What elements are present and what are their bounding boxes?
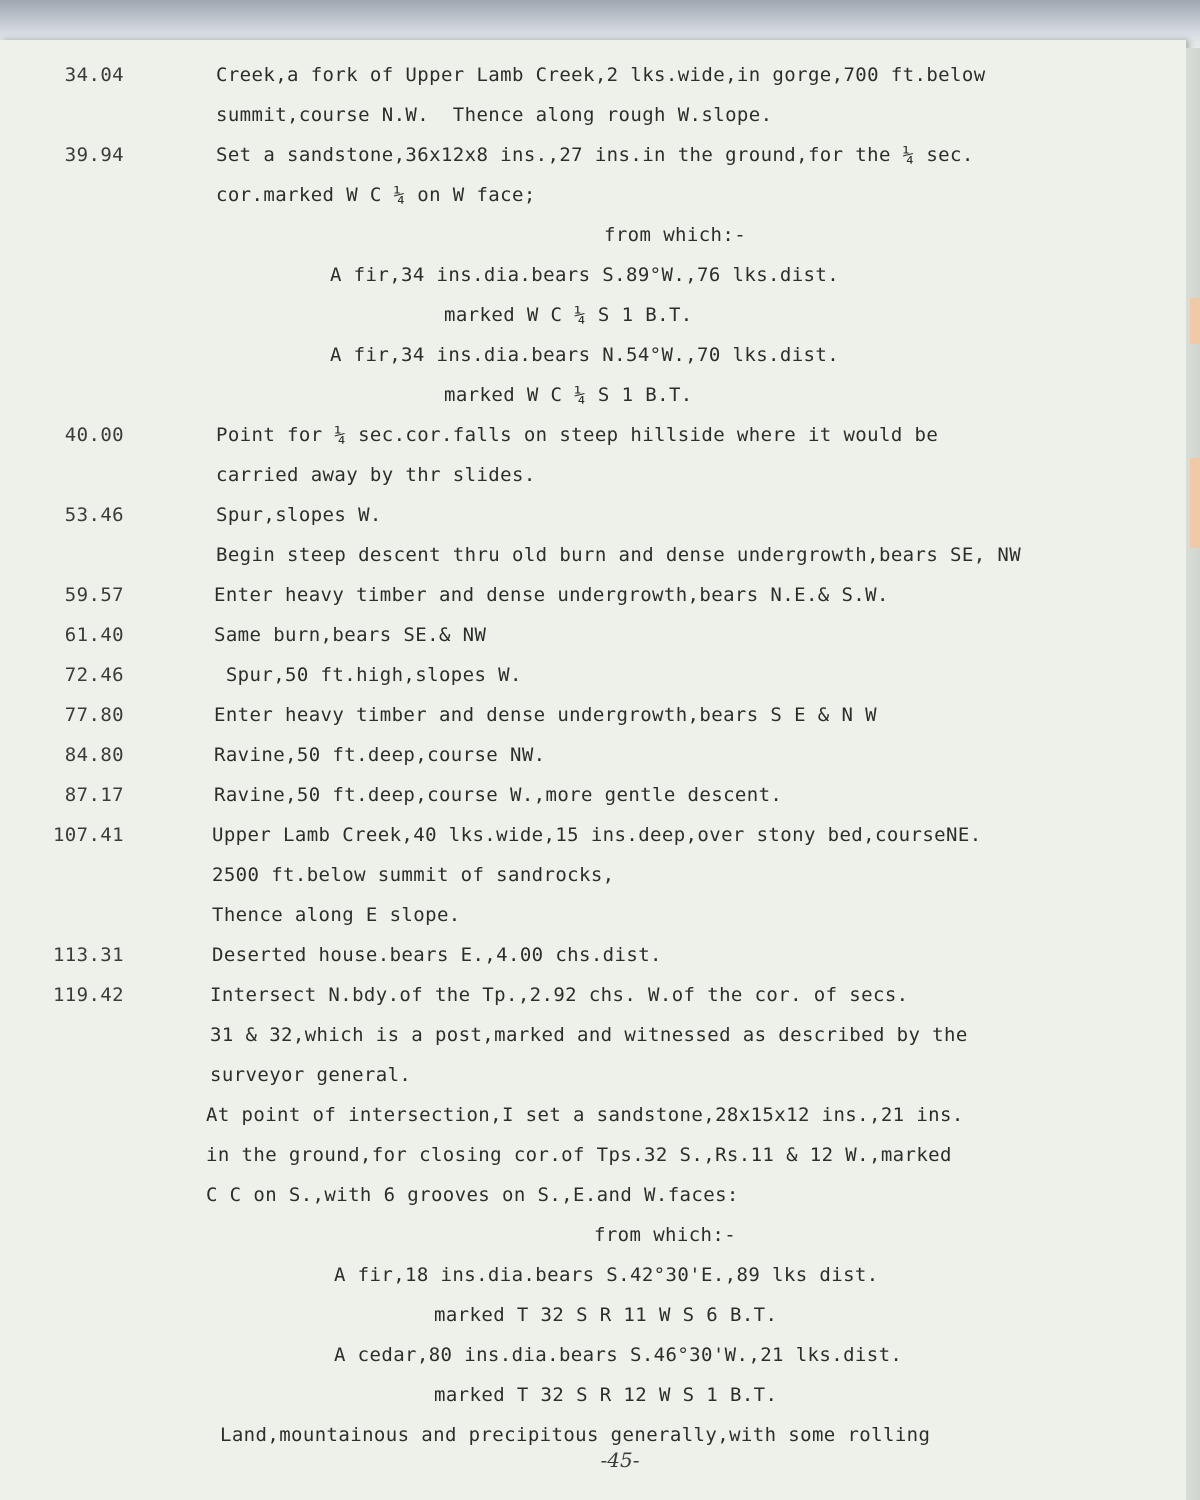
note-text: Spur,50 ft.high,slopes W. bbox=[214, 664, 522, 686]
note-line bbox=[0, 224, 1186, 264]
note-line bbox=[0, 384, 1186, 424]
note-line bbox=[0, 144, 1186, 184]
note-text: Upper Lamb Creek,40 lks.wide,15 ins.deep,over stony bed,courseNE. bbox=[212, 824, 982, 846]
note-line bbox=[0, 1344, 1186, 1384]
note-text: in the ground,for closing cor.of Tps.32 S.,Rs.11 & 12 W.,marked bbox=[206, 1144, 952, 1166]
note-line bbox=[0, 104, 1186, 144]
note-line bbox=[0, 664, 1186, 704]
note-text: Deserted house.bears E.,4.00 chs.dist. bbox=[212, 944, 662, 966]
note-line bbox=[0, 984, 1186, 1024]
note-text: Begin steep descent thru old burn and dense undergrowth,bears SE, NW bbox=[216, 544, 1022, 566]
note-line bbox=[0, 1224, 1186, 1264]
station-number: 77.80 bbox=[64, 704, 124, 726]
note-line bbox=[0, 544, 1186, 584]
station-number: 87.17 bbox=[64, 784, 124, 806]
note-text: marked W C ¼ S 1 B.T. bbox=[444, 384, 693, 406]
note-text: cor.marked W C ¼ on W face; bbox=[216, 184, 536, 206]
note-line bbox=[0, 1384, 1186, 1424]
note-text: Creek,a fork of Upper Lamb Creek,2 lks.wide,in gorge,700 ft.below bbox=[216, 64, 986, 86]
note-line bbox=[0, 1184, 1186, 1224]
note-line bbox=[0, 184, 1186, 224]
station-number: 107.41 bbox=[52, 824, 124, 846]
note-line bbox=[0, 64, 1186, 104]
station-number: 113.31 bbox=[52, 944, 124, 966]
note-text: marked W C ¼ S 1 B.T. bbox=[444, 304, 693, 326]
note-line bbox=[0, 264, 1186, 304]
note-text: marked T 32 S R 12 W S 1 B.T. bbox=[434, 1384, 778, 1406]
note-text: Enter heavy timber and dense undergrowth,bears N.E.& S.W. bbox=[214, 584, 889, 606]
station-number: 40.00 bbox=[64, 424, 124, 446]
note-text: A cedar,80 ins.dia.bears S.46°30'W.,21 lks.dist. bbox=[334, 1344, 903, 1366]
note-text: Intersect N.bdy.of the Tp.,2.92 chs. W.of the cor. of secs. bbox=[210, 984, 909, 1006]
note-line bbox=[0, 704, 1186, 744]
note-text: Ravine,50 ft.deep,course NW. bbox=[214, 744, 546, 766]
note-line bbox=[0, 1104, 1186, 1144]
page-number: -45- bbox=[600, 1448, 640, 1472]
note-line bbox=[0, 464, 1186, 504]
note-text: C C on S.,with 6 grooves on S.,E.and W.faces: bbox=[206, 1184, 739, 1206]
note-text: summit,course N.W. Thence along rough W.slope. bbox=[216, 104, 773, 126]
station-number: 61.40 bbox=[64, 624, 124, 646]
note-text: Ravine,50 ft.deep,course W.,more gentle descent. bbox=[214, 784, 783, 806]
note-line bbox=[0, 304, 1186, 344]
note-text: Point for ¼ sec.cor.falls on steep hillside where it would be bbox=[216, 424, 939, 446]
note-text: 2500 ft.below summit of sandrocks, bbox=[212, 864, 615, 886]
note-line bbox=[0, 344, 1186, 384]
note-text: surveyor general. bbox=[210, 1064, 412, 1086]
note-text: Set a sandstone,36x12x8 ins.,27 ins.in the ground,for the ¼ sec. bbox=[216, 144, 974, 166]
note-line bbox=[0, 824, 1186, 864]
note-text: carried away by thr slides. bbox=[216, 464, 536, 486]
station-number: 34.04 bbox=[64, 64, 124, 86]
station-number: 72.46 bbox=[64, 664, 124, 686]
station-number: 53.46 bbox=[64, 504, 124, 526]
note-text: At point of intersection,I set a sandstone,28x15x12 ins.,21 ins. bbox=[206, 1104, 964, 1126]
station-number: 84.80 bbox=[64, 744, 124, 766]
note-text: Enter heavy timber and dense undergrowth,bears S E & N W bbox=[214, 704, 877, 726]
note-text: A fir,34 ins.dia.bears S.89°W.,76 lks.dist. bbox=[330, 264, 840, 286]
note-line bbox=[0, 1024, 1186, 1064]
note-line bbox=[0, 1304, 1186, 1344]
note-line bbox=[0, 904, 1186, 944]
note-line bbox=[0, 624, 1186, 664]
note-text: from which:- bbox=[604, 224, 747, 246]
note-line bbox=[0, 1064, 1186, 1104]
note-line bbox=[0, 1264, 1186, 1304]
note-text: A fir,34 ins.dia.bears N.54°W.,70 lks.dist. bbox=[330, 344, 840, 366]
note-text: from which:- bbox=[594, 1224, 737, 1246]
note-line bbox=[0, 864, 1186, 904]
note-line bbox=[0, 744, 1186, 784]
station-number: 39.94 bbox=[64, 144, 124, 166]
note-text: Thence along E slope. bbox=[212, 904, 461, 926]
note-line bbox=[0, 784, 1186, 824]
note-text: Same burn,bears SE.& NW bbox=[214, 624, 487, 646]
note-text: 31 & 32,which is a post,marked and witnessed as described by the bbox=[210, 1024, 968, 1046]
note-line bbox=[0, 584, 1186, 624]
note-line bbox=[0, 1144, 1186, 1184]
page-stack-edge bbox=[1186, 48, 1200, 1500]
note-text: Land,mountainous and precipitous generally,with some rolling bbox=[220, 1424, 931, 1446]
note-line bbox=[0, 944, 1186, 984]
note-text: Spur,slopes W. bbox=[216, 504, 382, 526]
station-number: 59.57 bbox=[64, 584, 124, 606]
note-text: marked T 32 S R 11 W S 6 B.T. bbox=[434, 1304, 778, 1326]
note-line bbox=[0, 504, 1186, 544]
note-line bbox=[0, 424, 1186, 464]
station-number: 119.42 bbox=[52, 984, 124, 1006]
note-text: A fir,18 ins.dia.bears S.42°30'E.,89 lks dist. bbox=[334, 1264, 879, 1286]
